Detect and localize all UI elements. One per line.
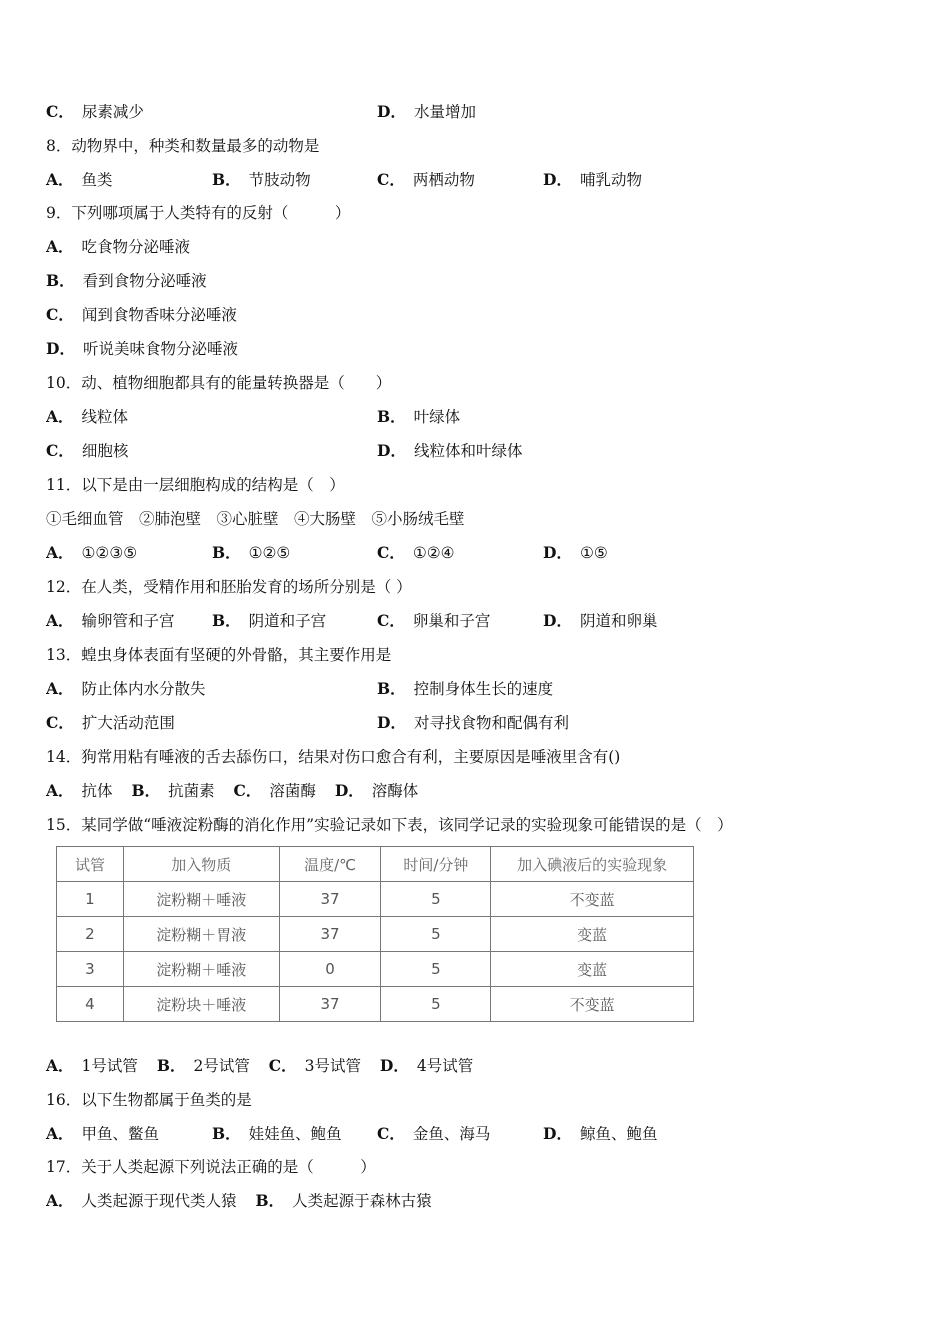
table-header-cell: 加入物质 bbox=[123, 847, 279, 882]
q16-option-d: D． 鲸鱼、鲍鱼 bbox=[543, 1124, 658, 1143]
table-row bbox=[57, 987, 694, 1022]
table-cell: 4 bbox=[57, 987, 124, 1022]
table-header-cell: 试管 bbox=[57, 847, 124, 882]
table-header-row bbox=[57, 847, 694, 882]
q10-option-b: B． 叶绿体 bbox=[377, 407, 461, 426]
q10-option-c: C． 细胞核 bbox=[46, 441, 129, 460]
table-cell: 不变蓝 bbox=[491, 987, 694, 1022]
q11-option-b: B． ①②⑤ bbox=[212, 543, 291, 562]
table-cell: 5 bbox=[381, 882, 491, 917]
q11-option-d: D． ①⑤ bbox=[543, 543, 608, 562]
q9-option-b: B． 看到食物分泌唾液 bbox=[46, 271, 207, 290]
q16-option-c: C． 金鱼、海马 bbox=[377, 1124, 491, 1143]
q8-option-d: D． 哺乳动物 bbox=[543, 170, 642, 189]
q13-option-b: B． 控制身体生长的速度 bbox=[377, 679, 554, 698]
q12-option-c: C． 卵巢和子宫 bbox=[377, 611, 491, 630]
table-row bbox=[57, 882, 694, 917]
table-row bbox=[57, 952, 694, 987]
q16-option-a: A． 甲鱼、鳖鱼 bbox=[46, 1124, 160, 1143]
table-row bbox=[57, 917, 694, 952]
q8-stem: 8．动物界中，种类和数量最多的动物是 bbox=[46, 137, 320, 155]
q17-stem: 17．关于人类起源下列说法正确的是（ ） bbox=[46, 1158, 376, 1176]
q13-option-d: D． 对寻找食物和配偶有利 bbox=[377, 713, 569, 732]
q13-stem: 13．蝗虫身体表面有坚硬的外骨骼，其主要作用是 bbox=[46, 646, 392, 664]
q7-option-d: D． 水量增加 bbox=[377, 102, 476, 121]
table-cell: 变蓝 bbox=[491, 952, 694, 987]
q12-option-b: B． 阴道和子宫 bbox=[212, 611, 327, 630]
table-header-cell: 时间/分钟 bbox=[381, 847, 491, 882]
q9-option-a: A． 吃食物分泌唾液 bbox=[46, 237, 191, 256]
table-cell: 淀粉块＋唾液 bbox=[123, 987, 279, 1022]
q12-option-a: A． 输卵管和子宫 bbox=[46, 611, 175, 630]
table-cell: 0 bbox=[279, 952, 381, 987]
table-cell: 37 bbox=[279, 917, 381, 952]
table-cell: 淀粉糊＋唾液 bbox=[123, 952, 279, 987]
q9-option-c: C． 闻到食物香味分泌唾液 bbox=[46, 305, 237, 324]
q8-option-a: A． 鱼类 bbox=[46, 170, 113, 189]
q13-option-a: A． 防止体内水分散失 bbox=[46, 679, 206, 698]
q13-option-c: C． 扩大活动范围 bbox=[46, 713, 175, 732]
q11-option-a: A． ①②③⑤ bbox=[46, 543, 138, 562]
q16-stem: 16．以下生物都属于鱼类的是 bbox=[46, 1091, 252, 1109]
table-cell: 淀粉糊＋唾液 bbox=[123, 882, 279, 917]
q9-stem: 9．下列哪项属于人类特有的反射（ ） bbox=[46, 204, 351, 222]
q11-items: ①毛细血管 ②肺泡壁 ③心脏壁 ④大肠壁 ⑤小肠绒毛壁 bbox=[46, 510, 465, 528]
q17-options: A． 人类起源于现代类人猿 B． 人类起源于森林古猿 bbox=[46, 1191, 432, 1210]
experiment-table bbox=[56, 846, 694, 1022]
table-cell: 3 bbox=[57, 952, 124, 987]
q8-option-c: C． 两栖动物 bbox=[377, 170, 475, 189]
table-cell: 淀粉糊＋胃液 bbox=[123, 917, 279, 952]
table-header-cell: 温度/℃ bbox=[279, 847, 381, 882]
q10-stem: 10．动、植物细胞都具有的能量转换器是（ ） bbox=[46, 374, 392, 392]
q7-option-c: C． 尿素减少 bbox=[46, 102, 144, 121]
q14-stem: 14．狗常用粘有唾液的舌去舔伤口，结果对伤口愈合有利，主要原因是唾液里含有() bbox=[46, 748, 621, 766]
table-cell: 1 bbox=[57, 882, 124, 917]
q16-option-b: B． 娃娃鱼、鲍鱼 bbox=[212, 1124, 342, 1143]
q12-option-d: D． 阴道和卵巢 bbox=[543, 611, 658, 630]
q10-option-a: A． 线粒体 bbox=[46, 407, 129, 426]
q15-stem: 15．某同学做“唾液淀粉酶的消化作用”实验记录如下表，该同学记录的实验现象可能错误的是（ ） bbox=[46, 816, 733, 834]
table-cell: 2 bbox=[57, 917, 124, 952]
table-cell: 37 bbox=[279, 882, 381, 917]
table-cell: 变蓝 bbox=[491, 917, 694, 952]
q11-stem: 11．以下是由一层细胞构成的结构是（ ） bbox=[46, 476, 345, 494]
q8-option-b: B． 节肢动物 bbox=[212, 170, 311, 189]
q12-stem: 12．在人类，受精作用和胚胎发育的场所分别是（ ） bbox=[46, 578, 412, 596]
q9-option-d: D． 听说美味食物分泌唾液 bbox=[46, 339, 238, 358]
q15-options: A． 1号试管 B． 2号试管 C． 3号试管 D． 4号试管 bbox=[46, 1056, 474, 1075]
q14-options: A． 抗体 B． 抗菌素 C． 溶菌酶 D． 溶酶体 bbox=[46, 781, 419, 800]
table-cell: 5 bbox=[381, 952, 491, 987]
table-cell: 5 bbox=[381, 987, 491, 1022]
table-cell: 37 bbox=[279, 987, 381, 1022]
q10-option-d: D． 线粒体和叶绿体 bbox=[377, 441, 523, 460]
table-cell: 不变蓝 bbox=[491, 882, 694, 917]
table-header-cell: 加入碘液后的实验现象 bbox=[491, 847, 694, 882]
q11-option-c: C． ①②④ bbox=[377, 543, 455, 562]
table-cell: 5 bbox=[381, 917, 491, 952]
